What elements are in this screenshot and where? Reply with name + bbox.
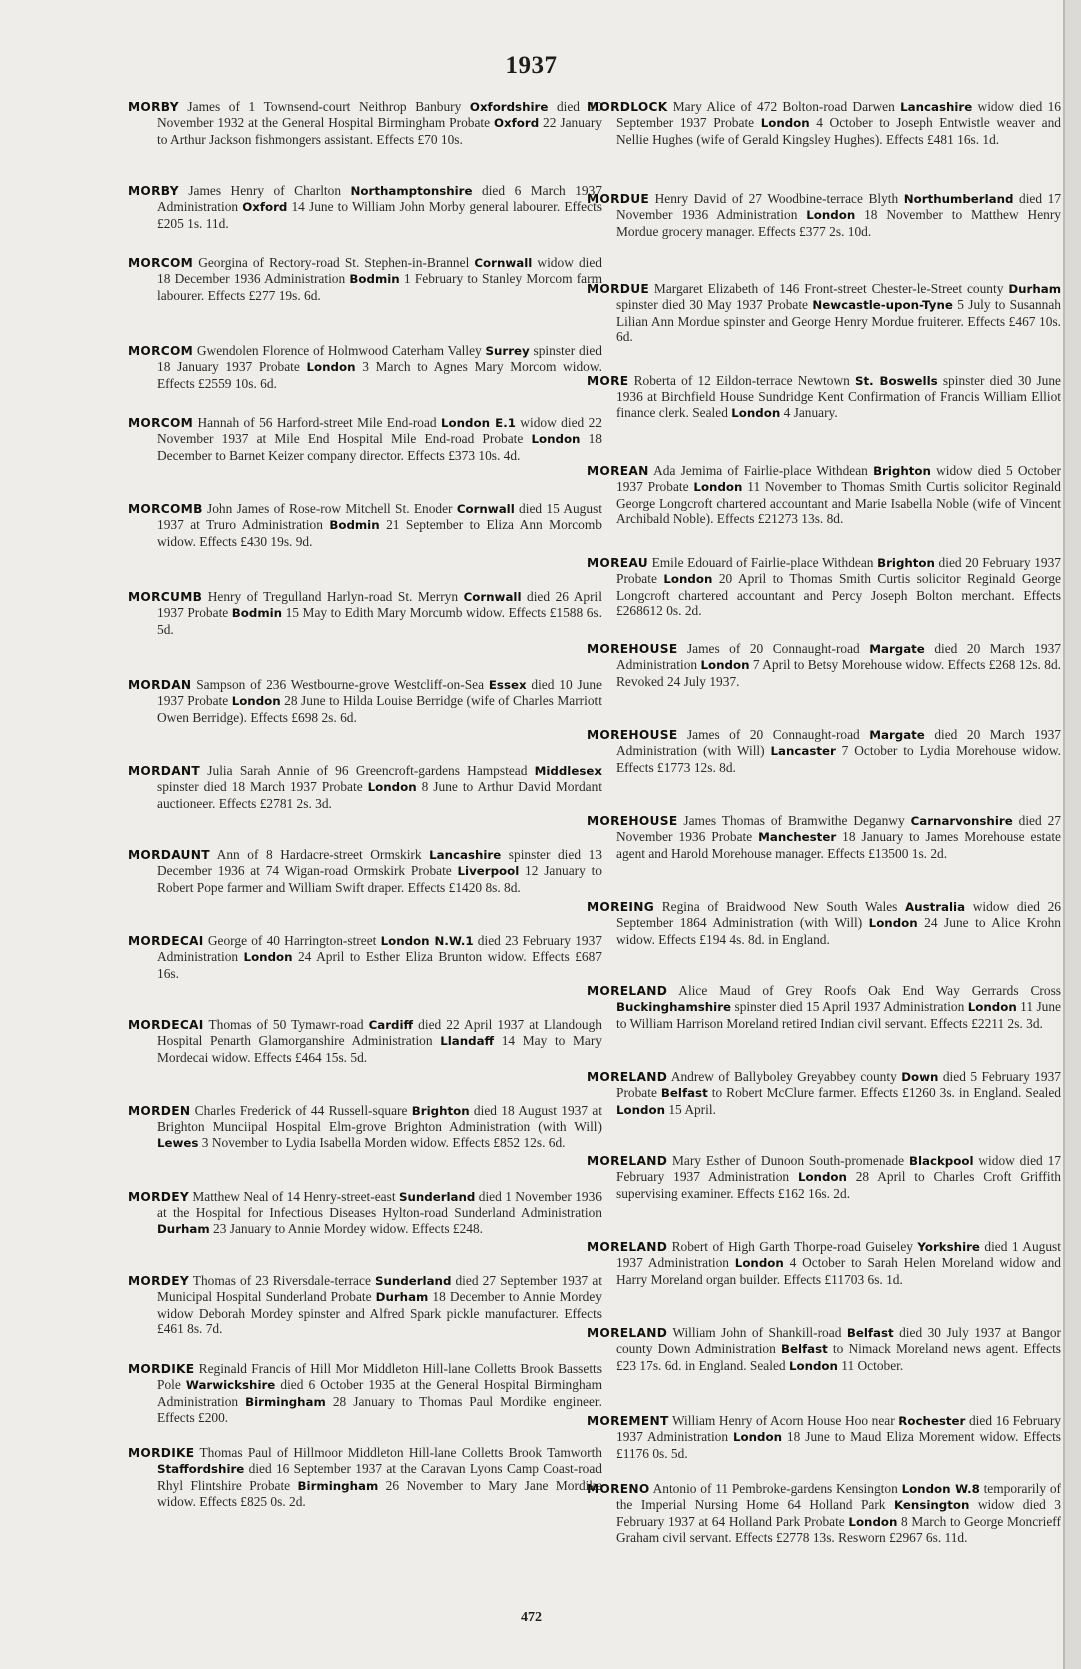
- entry-text: 18 December to Annie Mordey widow Deborah Mordey spinster and Alfred Spark pickle manufacturer. Effects £461 8s. 7d.: [157, 1289, 602, 1336]
- entry-place-name: Lancaster: [770, 744, 836, 759]
- entry-place-name: London: [231, 694, 281, 709]
- register-entry: [587, 983, 1061, 1031]
- register-entry: [587, 555, 1061, 618]
- entry-text: 28 June to Hilda Louise Berridge (wife of Charles Marriott Owen Berridge). Effects £698 2s. 6d.: [157, 693, 602, 725]
- entry-place-name: Birmingham: [245, 1394, 326, 1409]
- entry-place-name: Bodmin: [349, 272, 400, 287]
- entry-text: died 20 March 1937 Administration: [616, 641, 1061, 673]
- entry-place-name: London E.1: [441, 416, 516, 430]
- entry-surname: MORDUE: [587, 282, 650, 296]
- entry-text: died 10 November 1932 at the General Hospital Birmingham Probate: [157, 99, 602, 131]
- entry-surname: MORDIKE: [128, 1446, 195, 1460]
- entry-text: 24 April to Esther Eliza Brunton widow. Effects £687 16s.: [157, 949, 602, 981]
- entry-text: 1 February to Stanley Morcom farm labourer. Effects £277 19s. 6d.: [157, 271, 603, 303]
- entry-text: 12 January to Robert Pope farmer and William Swift draper. Effects £1420 8s. 8d.: [157, 863, 602, 895]
- entry-surname: MORENO: [587, 1482, 650, 1496]
- register-entry: [587, 281, 1061, 344]
- entry-surname: MORELAND: [587, 1326, 668, 1340]
- register-entry: [128, 1273, 602, 1336]
- entry-text: Henry David of 27 Woodbine-terrace Blyth: [649, 191, 904, 206]
- register-entry: [128, 99, 602, 147]
- entry-text: died 22 April 1937 at Llandough Hospital Penarth Glamorganshire Administration: [157, 1017, 602, 1049]
- page-number: 472: [521, 1610, 542, 1625]
- entry-text: 4 October to Joseph Entwistle weaver and Nellie Hughes (wife of Gerald Kingsley Hughes). Effects £481 16s. 1d.: [616, 115, 1061, 147]
- entry-text: 18 January to James Morehouse estate agent and Harold Morehouse manager. Effects £13500 1s. 2d.: [616, 829, 1061, 861]
- entry-place-name: Essex: [488, 678, 527, 692]
- entry-place-name: Cardiff: [368, 1018, 414, 1032]
- entry-place-name: Brighton: [411, 1104, 470, 1118]
- entry-text: William John of Shankill-road: [667, 1325, 847, 1340]
- register-entry: [128, 501, 602, 549]
- entry-place-name: Durham: [157, 1221, 210, 1236]
- entry-place-name: Lewes: [157, 1135, 199, 1150]
- entry-place-name: Yorkshire: [917, 1240, 980, 1254]
- entry-text: 15 April.: [664, 1101, 716, 1117]
- entry-place-name: London: [967, 1000, 1017, 1015]
- entry-text: 20 April to Thomas Smith Curtis solicitor Reginald George Longcroft chartered accountant and Percy Joseph Bolton merchant. Effects £268612 0s. 2d.: [616, 571, 1061, 618]
- entry-surname: MORDECAI: [128, 934, 204, 948]
- entry-place-name: Bodmin: [231, 606, 283, 621]
- entry-text: 21 September to Eliza Ann Morcomb widow. Effects £430 19s. 9d.: [157, 517, 602, 549]
- entry-place-name: Blackpool: [908, 1154, 974, 1168]
- entry-place-name: Lancashire: [429, 848, 502, 862]
- entry-place-name: Belfast: [660, 1086, 708, 1101]
- entry-place-name: Brighton: [877, 556, 935, 570]
- entry-place-name: Belfast: [846, 1326, 894, 1340]
- entry-text: James of 20 Connaught-road: [677, 727, 870, 742]
- register-entry: [587, 899, 1061, 947]
- register-entry: [128, 415, 602, 463]
- entry-place-name: Durham: [1008, 282, 1061, 296]
- entry-surname: MORCOM: [128, 344, 194, 358]
- entry-text: 11 June to William Harrison Moreland retired Indian civil servant. Effects £2211 2s. 3d.: [616, 999, 1061, 1031]
- entry-text: Roberta of 12 Eildon-terrace Newtown: [628, 373, 855, 388]
- entry-text: died 1 November 1936 at the Hospital for Infectious Diseases Hylton-road Sunderland Administration: [157, 1189, 602, 1221]
- register-entry: [128, 847, 602, 895]
- register-entry: [128, 255, 602, 303]
- entry-place-name: London: [806, 208, 856, 223]
- entry-place-name: London: [367, 780, 417, 795]
- entry-text: died 17 November 1936 Administration: [616, 191, 1062, 223]
- entry-place-name: London: [731, 405, 781, 420]
- entry-text: died 30 July 1937 at Bangor county Down Administration: [616, 1325, 1061, 1357]
- entry-place-name: Rochester: [898, 1414, 966, 1428]
- entry-text: Matthew Neal of 14 Henry-street-east: [188, 1189, 399, 1204]
- entry-text: died 5 February 1937 Probate: [616, 1069, 1061, 1101]
- entry-place-name: Kensington: [893, 1498, 970, 1513]
- entry-surname: MORDAN: [128, 678, 192, 692]
- entry-text: 28 April to Charles Croft Griffith supervising examiner. Effects £162 16s. 2d.: [616, 1169, 1061, 1201]
- entry-text: 8 June to Arthur David Mordant auctioneer. Effects £2781 2s. 3d.: [157, 779, 602, 811]
- entry-text: 22 January to Arthur Jackson fishmongers assistant. Effects £70 10s.: [157, 115, 603, 147]
- entry-text: Thomas of 23 Riversdale-terrace: [188, 1273, 375, 1288]
- entry-text: 18 December to Barnet Keizer company director. Effects £373 10s. 4d.: [157, 431, 602, 463]
- entry-surname: MORBY: [128, 100, 179, 114]
- entry-text: widow died 16 September 1937 Probate: [616, 99, 1061, 131]
- entry-place-name: Middlesex: [534, 764, 602, 778]
- entry-text: Mary Esther of Dunoon South-promenade: [667, 1153, 909, 1168]
- entry-text: spinster died 15 April 1937 Administration: [731, 999, 968, 1015]
- entry-text: widow died 17 February 1937 Administration: [616, 1153, 1061, 1185]
- entry-text: 4 January.: [780, 404, 838, 420]
- register-entry: [128, 1017, 602, 1065]
- entry-text: died 27 September 1937 at Municipal Hospital Sunderland Probate: [157, 1273, 602, 1305]
- entry-text: James of 1 Townsend-court Neithrop Banbury: [178, 99, 470, 114]
- entry-surname: MORDEY: [128, 1274, 189, 1288]
- entry-text: 4 October to Sarah Helen Moreland widow and Harry Moreland organ builder. Effects £11703 6s. 1d.: [616, 1255, 1061, 1287]
- entry-surname: MORBY: [128, 184, 179, 198]
- entry-text: 18 November to Matthew Henry Mordue grocery manager. Effects £377 2s. 10d.: [616, 207, 1061, 239]
- entry-text: Thomas Paul of Hillmoor Middleton Hill-lane Colletts Brook Tamworth: [194, 1445, 602, 1460]
- entry-place-name: London: [306, 360, 356, 375]
- register-entry: [128, 1445, 602, 1509]
- register-entry: [587, 1069, 1061, 1118]
- entry-place-name: Liverpool: [457, 864, 520, 879]
- entry-place-name: Newcastle-upon-Tyne: [812, 298, 953, 313]
- entry-text: died 20 February 1937 Probate: [616, 555, 1061, 587]
- entry-place-name: Northamptonshire: [350, 184, 473, 198]
- entry-text: Thomas of 50 Tymawr-road: [203, 1017, 369, 1032]
- entry-text: Gwendolen Florence of Holmwood Caterham Valley: [193, 343, 486, 358]
- register-entry: [587, 463, 1061, 526]
- entry-text: James Thomas of Bramwithe Deganwy: [677, 813, 911, 828]
- entry-place-name: Buckinghamshire: [616, 1000, 732, 1015]
- entry-text: 14 June to William John Morby general labourer. Effects £205 1s. 11d.: [157, 199, 603, 231]
- entry-surname: MORCOM: [128, 416, 194, 430]
- entry-text: 3 March to Agnes Mary Morcom widow. Effects £2559 10s. 6d.: [157, 359, 602, 391]
- entry-text: Ada Jemima of Fairlie-place Withdean: [648, 463, 874, 478]
- register-entry: [587, 373, 1061, 421]
- entry-place-name: Oxfordshire: [469, 100, 549, 114]
- entry-text: died 6 March 1937 Administration: [157, 183, 602, 215]
- register-entry: [128, 677, 602, 725]
- entry-text: temporarily of the Imperial Nursing Home 64 Holland Park: [616, 1481, 1061, 1513]
- register-entry: [128, 933, 602, 981]
- entry-place-name: Surrey: [485, 344, 530, 358]
- entry-text: to Robert McClure farmer. Effects £1260 3s. in England. Sealed: [707, 1085, 1061, 1101]
- entry-place-name: London N.W.1: [380, 934, 474, 948]
- entry-place-name: London: [733, 1430, 782, 1445]
- entry-surname: MORDAUNT: [128, 848, 210, 862]
- entry-surname: MORCUMB: [128, 590, 203, 604]
- entry-text: Sampson of 236 Westbourne-grove Westcliff-on-Sea: [191, 677, 489, 692]
- entry-place-name: Oxford: [494, 116, 540, 131]
- entry-text: widow died 18 December 1936 Administration: [157, 255, 603, 287]
- register-entry: [128, 1361, 602, 1425]
- entry-place-name: London W.8: [901, 1482, 980, 1496]
- entry-text: George of 40 Harrington-street: [203, 933, 381, 948]
- entry-surname: MOREAU: [587, 556, 648, 570]
- entry-place-name: Northumberland: [903, 192, 1014, 206]
- entry-place-name: London: [868, 916, 918, 931]
- register-entry: [128, 183, 602, 231]
- entry-place-name: Sunderland: [398, 1190, 476, 1204]
- entry-text: Georgina of Rectory-road St. Stephen-in-Brannel: [193, 255, 475, 270]
- entry-text: Andrew of Ballyboley Greyabbey county: [667, 1069, 902, 1084]
- entry-text: 23 January to Annie Mordey widow. Effects £248.: [209, 1220, 484, 1236]
- entry-place-name: Bodmin: [329, 518, 380, 533]
- entry-text: died 15 August 1937 at Truro Administration: [157, 501, 603, 533]
- entry-text: died 26 April 1937 Probate: [157, 589, 602, 621]
- entry-text: Mary Alice of 472 Bolton-road Darwen: [667, 99, 901, 114]
- entry-surname: MORE: [587, 374, 629, 388]
- entry-text: Hannah of 56 Harford-street Mile End-road: [193, 415, 442, 430]
- entry-place-name: London: [788, 1358, 838, 1373]
- entry-text: died 6 October 1935 at the General Hospital Birmingham Administration: [157, 1377, 602, 1409]
- page-year-heading: 1937: [505, 52, 558, 79]
- register-entry: [587, 191, 1061, 239]
- entry-text: 8 March to George Moncrieff Graham civil servant. Effects £2778 13s. Resworn £2967 6s. 11d.: [616, 1513, 1061, 1545]
- entry-place-name: Australia: [905, 900, 966, 914]
- register-entry: [587, 1325, 1061, 1374]
- entry-text: spinster died 13 December 1936 at 74 Wigan-road Ormskirk Probate: [157, 847, 602, 879]
- entry-surname: MORDUE: [587, 192, 650, 206]
- entry-text: 28 January to Thomas Paul Mordike engineer. Effects £200.: [157, 1393, 602, 1425]
- entry-text: widow died 26 September 1864 Administration (with Will): [616, 899, 1061, 931]
- register-entry: [128, 1103, 602, 1151]
- entry-surname: MORDANT: [128, 764, 201, 778]
- entry-text: 11 November to Thomas Smith Curtis solicitor Reginald George Longcroft chartered accountant and Marie Isabella Noble (wife of Vincent Archibald Noble). Effects £21273 13s. 8d.: [616, 479, 1061, 526]
- entry-surname: MORELAND: [587, 1070, 668, 1084]
- entry-place-name: St. Boswells: [855, 374, 938, 388]
- entry-text: Julia Sarah Annie of 96 Greencroft-gardens Hampstead: [200, 763, 535, 778]
- entry-place-name: London: [760, 116, 810, 131]
- entry-place-name: Cornwall: [456, 502, 515, 516]
- register-entry: [128, 763, 602, 811]
- entry-place-name: Llandaff: [440, 1034, 495, 1049]
- entry-place-name: London: [616, 1102, 665, 1117]
- register-entry: [128, 589, 602, 637]
- entry-surname: MORCOM: [128, 256, 194, 270]
- entry-place-name: Brighton: [873, 464, 931, 478]
- entry-text: 5 July to Susannah Lilian Ann Mordue spinster and George Henry Mordue fruiterer. Effects £467 10s. 6d.: [616, 297, 1061, 344]
- entry-text: Margaret Elizabeth of 146 Front-street Chester-le-Street county: [649, 281, 1009, 296]
- entry-text: to Nimack Moreland news agent. Effects £23 17s. 6d. in England. Sealed: [616, 1341, 1061, 1373]
- entry-place-name: Margate: [869, 728, 925, 742]
- entry-place-name: Margate: [869, 642, 925, 656]
- entry-place-name: Down: [901, 1070, 939, 1084]
- entry-place-name: London: [848, 1514, 898, 1529]
- register-entry: [587, 641, 1061, 689]
- register-entry: [587, 727, 1061, 775]
- entry-text: 24 June to Alice Krohn widow. Effects £194 4s. 8d. in England.: [616, 915, 1061, 947]
- entry-text: 15 May to Edith Mary Morcumb widow. Effects £1588 6s. 5d.: [157, 605, 602, 637]
- entry-place-name: Sunderland: [374, 1274, 452, 1288]
- entry-text: Emile Edouard of Fairlie-place Withdean: [647, 555, 878, 570]
- entry-text: 26 November to Mary Jane Mordike widow. Effects £825 0s. 2d.: [157, 1477, 602, 1509]
- entry-text: spinster died 18 March 1937 Probate: [157, 779, 368, 795]
- entry-place-name: London: [797, 1170, 847, 1185]
- entry-text: William Henry of Acorn House Hoo near: [668, 1413, 899, 1428]
- entry-surname: MORDEY: [128, 1190, 189, 1204]
- entry-place-name: Oxford: [242, 200, 288, 215]
- entry-text: 3 November to Lydia Isabella Morden widow. Effects £852 12s. 6d.: [198, 1134, 566, 1150]
- entry-text: widow died 3 February 1937 at 64 Holland Park Probate: [616, 1497, 1061, 1529]
- entry-text: Antonio of 11 Pembroke-gardens Kensington: [649, 1481, 902, 1496]
- entry-place-name: Belfast: [780, 1342, 828, 1357]
- entry-surname: MOREHOUSE: [587, 728, 678, 742]
- entry-text: John James of Rose-row Mitchell St. Enoder: [202, 501, 457, 516]
- entry-place-name: London: [700, 658, 750, 673]
- entry-text: Regina of Braidwood New South Wales: [654, 899, 906, 914]
- entry-text: died 23 February 1937 Administration: [157, 933, 602, 965]
- entry-place-name: London: [734, 1256, 784, 1271]
- entry-surname: MORCOMB: [128, 502, 203, 516]
- entry-text: died 16 February 1937 Administration: [616, 1413, 1061, 1445]
- entry-surname: MORELAND: [587, 1240, 668, 1254]
- entry-place-name: Cornwall: [474, 256, 533, 270]
- entry-surname: MORDEN: [128, 1104, 191, 1118]
- entry-surname: MOREHOUSE: [587, 814, 678, 828]
- entry-place-name: Warwickshire: [185, 1378, 276, 1393]
- entry-text: widow died 5 October 1937 Probate: [616, 463, 1061, 495]
- register-entry: [128, 1189, 602, 1237]
- entry-surname: MORDIKE: [128, 1362, 195, 1376]
- register-entry: [587, 99, 1061, 147]
- entry-text: died 1 August 1937 Administration: [616, 1239, 1061, 1271]
- entry-surname: MORDLOCK: [587, 100, 668, 114]
- entry-place-name: London: [531, 432, 581, 447]
- entry-text: 14 May to Mary Mordecai widow. Effects £464 15s. 5d.: [157, 1033, 602, 1065]
- entry-text: widow died 22 November 1937 at Mile End Hospital Mile End-road Probate: [157, 415, 602, 447]
- register-entry: [587, 1413, 1061, 1461]
- entry-place-name: Birmingham: [297, 1478, 379, 1493]
- entry-text: James Henry of Charlton: [178, 183, 351, 198]
- entry-text: Alice Maud of Grey Roofs Oak End Way Gerrards Cross: [667, 983, 1061, 998]
- entry-place-name: Cornwall: [463, 590, 522, 604]
- entry-text: Reginald Francis of Hill Mor Middleton Hill-lane Colletts Brook Bassetts Pole: [157, 1361, 602, 1393]
- entry-surname: MORELAND: [587, 984, 668, 998]
- entry-place-name: Manchester: [758, 830, 837, 845]
- entry-place-name: Lancashire: [900, 100, 973, 114]
- entry-place-name: London: [693, 480, 743, 495]
- entry-surname: MOREING: [587, 900, 655, 914]
- entry-text: died 27 November 1936 Probate: [616, 813, 1061, 845]
- entry-text: Henry of Tregulland Harlyn-road St. Merryn: [202, 589, 464, 604]
- entry-text: Ann of 8 Hardacre-street Ormskirk: [209, 847, 430, 862]
- register-entry: [587, 813, 1061, 861]
- entry-place-name: London: [243, 950, 293, 965]
- entry-text: died 16 September 1937 at the Caravan Lyons Camp Coast-road Rhyl Flintshire Probate: [157, 1461, 602, 1493]
- entry-text: 11 October.: [837, 1357, 904, 1373]
- entry-text: Robert of High Garth Thorpe-road Guiseley: [667, 1239, 918, 1254]
- register-entry: [587, 1481, 1061, 1545]
- entry-place-name: Durham: [375, 1290, 429, 1305]
- entry-text: died 18 August 1937 at Brighton Munciipal Hospital Elm-grove Brighton Administration (with Will): [157, 1103, 603, 1135]
- entry-text: 7 October to Lydia Morehouse widow. Effects £1773 12s. 8d.: [616, 743, 1061, 775]
- entry-place-name: London: [663, 572, 713, 587]
- entry-text: 18 June to Maud Eliza Morement widow. Effects £1176 0s. 5d.: [616, 1429, 1061, 1461]
- entry-text: spinster died 30 May 1937 Probate: [616, 297, 813, 313]
- entry-text: died 20 March 1937 Administration (with Will): [616, 727, 1061, 759]
- entry-text: Charles Frederick of 44 Russell-square: [190, 1103, 412, 1118]
- entry-surname: MOREAN: [587, 464, 649, 478]
- entry-surname: MOREHOUSE: [587, 642, 678, 656]
- entry-surname: MOREMENT: [587, 1414, 669, 1428]
- entry-text: spinster died 18 January 1937 Probate: [157, 343, 602, 375]
- register-entry: [128, 343, 602, 391]
- entry-text: died 10 June 1937 Probate: [157, 677, 602, 709]
- entry-surname: MORELAND: [587, 1154, 668, 1168]
- entry-place-name: Staffordshire: [157, 1462, 245, 1477]
- entry-text: James of 20 Connaught-road: [677, 641, 870, 656]
- register-entry: [587, 1239, 1061, 1287]
- register-entry: [587, 1153, 1061, 1201]
- entry-surname: MORDECAI: [128, 1018, 204, 1032]
- entry-place-name: Carnarvonshire: [910, 814, 1013, 828]
- entry-text: 7 April to Betsy Morehouse widow. Effects £268 12s. 8d. Revoked 24 July 1937.: [616, 657, 1061, 689]
- entry-text: spinster died 30 June 1936 at Birchfield House Sundridge Kent Confirmation of Francis William Elliot finance clerk. Sealed: [616, 373, 1061, 420]
